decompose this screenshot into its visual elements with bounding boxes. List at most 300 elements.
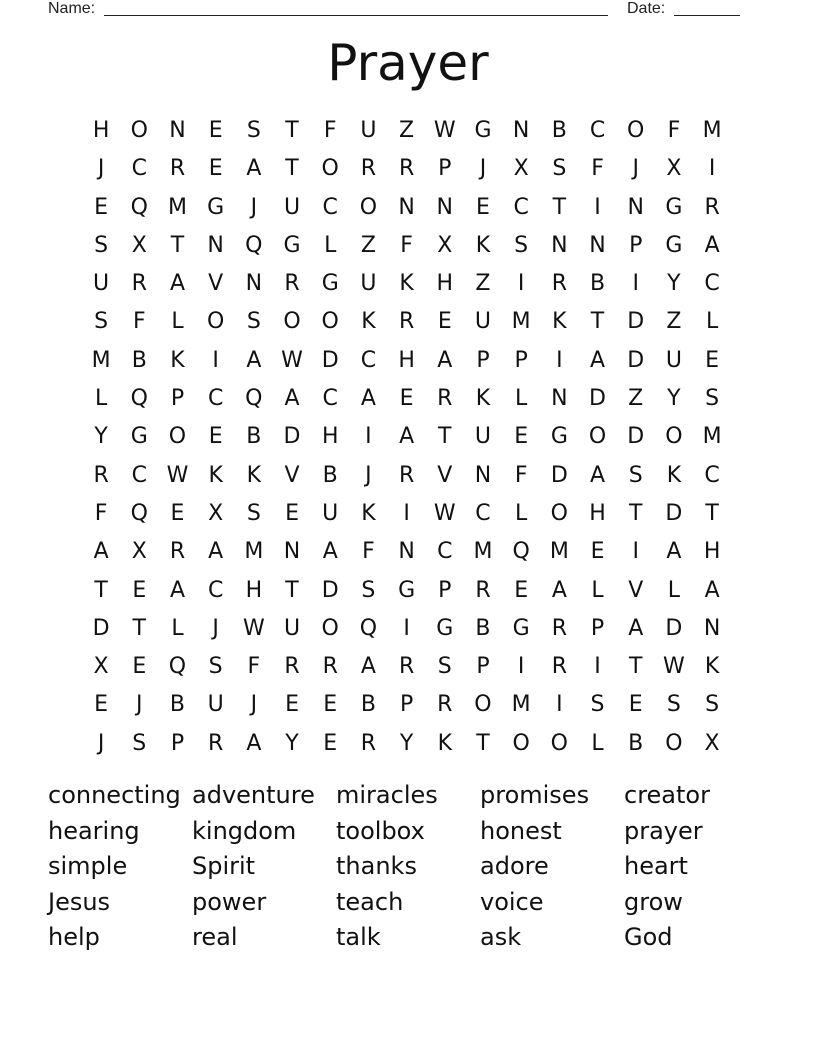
grid-cell[interactable]: A	[551, 577, 567, 603]
grid-cell[interactable]: J	[365, 462, 372, 488]
grid-cell[interactable]: U	[665, 347, 682, 373]
grid-cell[interactable]: S	[705, 692, 720, 718]
grid-cell[interactable]: Z	[628, 386, 644, 412]
grid-cell[interactable]: K	[361, 309, 376, 335]
grid-cell[interactable]: A	[93, 539, 109, 565]
grid-cell[interactable]: K	[475, 386, 491, 412]
grid-cell[interactable]: E	[170, 500, 185, 526]
grid-cell[interactable]: R	[93, 462, 109, 488]
grid-cell[interactable]: R	[322, 654, 338, 680]
grid-cell[interactable]: F	[400, 232, 413, 258]
grid-cell[interactable]: P	[514, 347, 528, 373]
grid-cell[interactable]: A	[666, 539, 682, 565]
word-bank-item: creator	[624, 781, 710, 809]
grid-cell[interactable]: K	[170, 347, 185, 373]
grid-cell[interactable]: S	[666, 692, 681, 718]
grid-cell[interactable]: K	[208, 462, 223, 488]
grid-cell[interactable]: A	[169, 577, 185, 603]
grid-cell[interactable]: R	[284, 271, 300, 297]
grid-cell[interactable]: D	[627, 309, 645, 335]
word-bank-item: grow	[624, 887, 683, 916]
grid-cell[interactable]: E	[628, 692, 643, 718]
grid-cell[interactable]: R	[360, 730, 377, 756]
grid-cell[interactable]: U	[474, 424, 492, 450]
grid-cell[interactable]: E	[285, 500, 299, 526]
grid-cell[interactable]: A	[704, 577, 720, 603]
grid-cell[interactable]: I	[403, 500, 410, 526]
grid-cell[interactable]: E	[705, 347, 720, 373]
grid-cell[interactable]: I	[403, 615, 410, 641]
grid-cell[interactable]: G	[321, 271, 339, 297]
grid-cell[interactable]: J	[97, 730, 105, 756]
grid-cell[interactable]: Y	[285, 730, 299, 756]
grid-cell[interactable]: F	[323, 118, 337, 143]
grid-cell[interactable]: V	[628, 577, 644, 603]
grid-cell[interactable]: F	[362, 539, 375, 565]
grid-cell[interactable]: I	[594, 194, 601, 220]
header	[48, 0, 748, 20]
grid-cell[interactable]: C	[322, 386, 338, 412]
grid-cell[interactable]: E	[208, 424, 223, 450]
grid-cell[interactable]: T	[170, 232, 185, 258]
grid-cell[interactable]: R	[398, 462, 415, 488]
grid-cell[interactable]: O	[206, 309, 225, 335]
grid-cell[interactable]: X	[666, 156, 682, 182]
grid-cell[interactable]: T	[552, 194, 567, 220]
grid-cell[interactable]: O	[359, 194, 378, 220]
grid-cell[interactable]: F	[591, 156, 604, 182]
grid-cell[interactable]: G	[665, 232, 683, 258]
grid-cell[interactable]: M	[511, 692, 531, 718]
grid-cell[interactable]: Q	[245, 386, 263, 412]
grid-cell[interactable]: G	[398, 577, 416, 603]
grid-cell[interactable]: H	[703, 539, 721, 565]
grid-cell[interactable]: W	[663, 654, 685, 680]
grid-cell[interactable]: G	[436, 615, 454, 641]
grid-cell[interactable]: F	[132, 309, 146, 335]
grid-cell[interactable]: I	[517, 654, 525, 680]
grid-cell[interactable]: T	[285, 118, 299, 143]
grid-cell[interactable]: R	[475, 577, 491, 603]
grid-cell[interactable]: R	[131, 271, 147, 297]
grid-cell[interactable]: Y	[667, 271, 681, 297]
grid-cell[interactable]: S	[437, 654, 452, 680]
grid-cell[interactable]: A	[169, 271, 185, 297]
grid-cell[interactable]: I	[594, 654, 601, 680]
grid-cell[interactable]: R	[551, 615, 567, 641]
grid-cell[interactable]: N	[283, 539, 301, 565]
grid-cell[interactable]: P	[170, 730, 185, 756]
grid-cell[interactable]: X	[131, 539, 147, 565]
grid-cell[interactable]: B	[169, 692, 186, 718]
grid-cell[interactable]: F	[667, 118, 681, 143]
grid-cell[interactable]: P	[438, 577, 452, 603]
grid-cell[interactable]: E	[323, 692, 338, 718]
grid-cell[interactable]: R	[704, 194, 720, 220]
word-bank-item: heart	[624, 852, 688, 881]
grid-cell[interactable]: O	[512, 730, 530, 756]
grid-cell[interactable]: G	[665, 194, 683, 220]
grid-cell[interactable]: N	[512, 118, 530, 143]
grid-cell[interactable]: D	[589, 386, 606, 412]
grid-cell[interactable]: N	[551, 232, 568, 258]
grid-cell[interactable]: C	[131, 156, 147, 182]
grid-cell[interactable]: E	[94, 194, 109, 220]
grid-cell[interactable]: X	[437, 232, 453, 258]
grid-cell[interactable]: V	[437, 462, 453, 488]
grid-cell[interactable]: U	[474, 309, 492, 335]
grid-cell[interactable]: X	[208, 500, 224, 526]
grid-cell[interactable]: L	[667, 577, 681, 603]
grid-cell[interactable]: P	[476, 347, 490, 373]
word-bank-item: honest	[480, 816, 562, 845]
word-bank-item: power	[192, 887, 267, 916]
grid-cell[interactable]: L	[171, 615, 184, 641]
grid-cell[interactable]: S	[705, 386, 720, 412]
grid-cell[interactable]: P	[170, 386, 185, 412]
grid-cell[interactable]: B	[551, 118, 567, 143]
grid-cell[interactable]: M	[511, 309, 531, 335]
grid-cell[interactable]: L	[324, 232, 337, 258]
grid-cell[interactable]: K	[704, 654, 720, 680]
grid-cell[interactable]: Z	[399, 118, 415, 143]
grid-cell[interactable]: A	[208, 539, 224, 565]
grid-cell[interactable]: Z	[360, 232, 376, 258]
grid-cell[interactable]: D	[665, 615, 683, 641]
grid-cell[interactable]: G	[474, 118, 492, 143]
grid-cell[interactable]: K	[475, 232, 491, 258]
grid-cell[interactable]: E	[514, 577, 529, 603]
grid-cell[interactable]: Z	[666, 309, 682, 335]
grid-cell[interactable]: N	[551, 386, 568, 412]
grid-cell[interactable]: I	[556, 347, 563, 373]
grid-cell[interactable]: D	[92, 615, 110, 641]
grid-cell[interactable]: Q	[512, 539, 530, 565]
grid-cell[interactable]: N	[245, 271, 263, 297]
grid-cell[interactable]: C	[131, 462, 147, 488]
grid-cell[interactable]: B	[131, 347, 147, 373]
grid-cell[interactable]: T	[132, 615, 146, 641]
grid-cell[interactable]: S	[94, 232, 109, 258]
grid-cell[interactable]: N	[398, 194, 415, 220]
grid-cell[interactable]: U	[207, 692, 224, 718]
grid-cell[interactable]: W	[166, 462, 189, 488]
grid-cell[interactable]: A	[322, 539, 338, 565]
grid-cell[interactable]: T	[438, 424, 452, 450]
grid-cell[interactable]: D	[665, 500, 683, 526]
grid-cell[interactable]: E	[132, 577, 147, 603]
grid-cell[interactable]: C	[513, 194, 529, 220]
grid-cell[interactable]: X	[131, 232, 147, 258]
grid-cell[interactable]: M	[549, 539, 569, 565]
grid-cell[interactable]: D	[321, 577, 339, 603]
grid-cell[interactable]: O	[665, 730, 683, 756]
grid-cell[interactable]: U	[283, 194, 301, 220]
grid-cell[interactable]: L	[94, 386, 108, 412]
grid-cell[interactable]: K	[666, 462, 682, 488]
grid-cell[interactable]: A	[704, 232, 720, 258]
grid-cell[interactable]: R	[398, 654, 415, 680]
grid-cell[interactable]: W	[281, 347, 303, 373]
grid-cell[interactable]: S	[552, 156, 567, 182]
grid-cell[interactable]: H	[92, 118, 110, 143]
grid-cell[interactable]: I	[212, 347, 219, 373]
grid-cell[interactable]: H	[436, 271, 454, 297]
grid-cell[interactable]: G	[283, 232, 301, 258]
grid-cell[interactable]: N	[398, 539, 415, 565]
grid-cell[interactable]: O	[168, 424, 187, 450]
grid-cell[interactable]: T	[628, 500, 643, 526]
grid-cell[interactable]: T	[476, 730, 490, 756]
grid-cell[interactable]: Z	[475, 271, 491, 297]
name-label: Name:	[48, 0, 96, 17]
grid-cell[interactable]: F	[247, 654, 261, 680]
grid-cell[interactable]: N	[207, 232, 224, 258]
grid-cell[interactable]: A	[246, 730, 262, 756]
grid-cell[interactable]: D	[627, 347, 645, 373]
grid-cell[interactable]: I	[517, 271, 525, 297]
grid-cell[interactable]: C	[322, 194, 338, 220]
grid-cell[interactable]: A	[360, 654, 376, 680]
grid-cell[interactable]: J	[97, 156, 105, 182]
grid-cell[interactable]: O	[283, 309, 301, 335]
grid-cell[interactable]: V	[208, 271, 224, 297]
grid-cell[interactable]: E	[323, 730, 338, 756]
grid-cell[interactable]: R	[398, 309, 415, 335]
grid-cell[interactable]: P	[476, 654, 490, 680]
grid-cell[interactable]: S	[590, 692, 605, 718]
grid-cell[interactable]: L	[171, 309, 184, 335]
grid-cell[interactable]: O	[550, 730, 568, 756]
grid-cell[interactable]: S	[246, 500, 261, 526]
grid-cell[interactable]: T	[285, 577, 299, 603]
grid-cell[interactable]: A	[399, 424, 415, 450]
grid-cell[interactable]: A	[437, 347, 453, 373]
grid-cell[interactable]: H	[245, 577, 263, 603]
grid-cell[interactable]: S	[132, 730, 147, 756]
grid-cell[interactable]: N	[474, 462, 492, 488]
grid-cell[interactable]: J	[212, 615, 219, 641]
date-label: Date:	[627, 0, 666, 17]
grid-cell[interactable]: X	[93, 654, 109, 680]
word-bank-item: hearing	[48, 816, 140, 845]
grid-cell[interactable]: A	[628, 615, 644, 641]
grid-cell[interactable]: Q	[168, 654, 187, 680]
grid-cell[interactable]: H	[321, 424, 339, 450]
grid-cell[interactable]: S	[208, 654, 223, 680]
grid-cell[interactable]: M	[167, 194, 187, 220]
grid-cell[interactable]: I	[556, 692, 563, 718]
grid-cell[interactable]: C	[207, 386, 224, 412]
grid-cell[interactable]: G	[130, 424, 148, 450]
grid-cell[interactable]: R	[398, 156, 415, 182]
grid-cell[interactable]: E	[94, 692, 109, 718]
grid-cell[interactable]: S	[246, 118, 261, 143]
grid-cell[interactable]: S	[628, 462, 643, 488]
grid-cell[interactable]: J	[136, 692, 143, 718]
grid-cell[interactable]: C	[475, 500, 491, 526]
grid-cell[interactable]: B	[322, 462, 338, 488]
grid-cell[interactable]: O	[321, 309, 339, 335]
grid-cell[interactable]: O	[321, 156, 339, 182]
grid-cell[interactable]: I	[632, 539, 639, 565]
grid-cell[interactable]: Q	[130, 194, 148, 220]
grid-cell[interactable]: D	[321, 347, 339, 373]
grid-cell[interactable]: A	[590, 347, 606, 373]
grid-cell[interactable]: E	[476, 194, 490, 220]
grid-cell[interactable]: N	[589, 232, 606, 258]
grid-cell[interactable]: U	[283, 615, 301, 641]
grid-cell[interactable]: B	[628, 730, 644, 756]
grid-cell[interactable]: X	[704, 730, 720, 756]
grid-cell[interactable]: L	[515, 500, 528, 526]
grid-cell[interactable]: Q	[130, 386, 148, 412]
grid-cell[interactable]: K	[552, 309, 567, 335]
grid-cell[interactable]: C	[704, 462, 720, 488]
grid-cell[interactable]: N	[627, 194, 644, 220]
grid-cell[interactable]: N	[169, 118, 186, 143]
grid-cell[interactable]: F	[94, 500, 108, 526]
grid-cell[interactable]: B	[360, 692, 376, 718]
grid-cell[interactable]: M	[702, 424, 722, 450]
grid-cell[interactable]: A	[284, 386, 300, 412]
grid-cell[interactable]: R	[551, 271, 567, 297]
grid-cell[interactable]: A	[246, 347, 262, 373]
grid-cell[interactable]: V	[284, 462, 300, 488]
grid-cell[interactable]: Q	[359, 615, 378, 641]
grid-cell[interactable]: R	[169, 539, 186, 565]
grid-cell[interactable]: J	[250, 692, 258, 718]
grid-cell[interactable]: A	[590, 462, 606, 488]
grid-cell[interactable]: W	[433, 500, 456, 526]
grid-cell[interactable]: W	[433, 118, 456, 143]
grid-cell[interactable]: B	[589, 271, 606, 297]
grid-cell[interactable]: O	[588, 424, 607, 450]
grid-cell[interactable]: C	[207, 577, 224, 603]
grid-cell[interactable]: M	[473, 539, 493, 565]
grid-cell[interactable]: G	[550, 424, 568, 450]
grid-cell[interactable]: R	[437, 386, 453, 412]
grid-cell[interactable]: Y	[399, 730, 414, 756]
grid-cell[interactable]: E	[208, 156, 223, 182]
grid-cell[interactable]: M	[91, 347, 111, 373]
grid-cell[interactable]: U	[360, 118, 377, 143]
grid-cell[interactable]: O	[474, 692, 492, 718]
grid-cell[interactable]: L	[591, 577, 604, 603]
grid-cell[interactable]: K	[437, 730, 452, 756]
grid-cell[interactable]: B	[246, 424, 262, 450]
grid-cell[interactable]: N	[703, 615, 721, 641]
grid-cell[interactable]: R	[208, 730, 224, 756]
grid-cell[interactable]: E	[285, 692, 299, 718]
grid-cell[interactable]: H	[589, 500, 606, 526]
grid-cell[interactable]: P	[399, 692, 414, 718]
word-bank-item: adventure	[192, 781, 315, 809]
grid-cell[interactable]: Q	[245, 232, 263, 258]
grid-cell[interactable]: O	[130, 118, 148, 143]
grid-cell[interactable]: R	[437, 692, 453, 718]
grid-cell[interactable]: J	[250, 194, 258, 220]
grid-cell[interactable]: C	[360, 347, 377, 373]
grid-cell[interactable]: T	[94, 577, 108, 603]
grid-cell[interactable]: S	[94, 309, 109, 335]
grid-cell[interactable]: L	[705, 309, 719, 335]
grid-cell[interactable]: J	[479, 156, 487, 182]
grid-cell[interactable]: O	[550, 500, 568, 526]
grid-cell[interactable]: I	[632, 271, 639, 297]
grid-cell[interactable]: W	[242, 615, 265, 641]
grid-cell[interactable]: S	[246, 309, 261, 335]
grid-cell[interactable]: I	[365, 424, 372, 450]
grid-cell[interactable]: P	[438, 156, 452, 182]
grid-cell[interactable]: M	[702, 118, 722, 143]
grid-cell[interactable]: T	[285, 156, 299, 182]
grid-cell[interactable]: U	[360, 271, 377, 297]
grid-cell[interactable]: D	[283, 424, 301, 450]
grid-cell[interactable]: J	[632, 156, 639, 182]
grid-cell[interactable]: I	[708, 156, 716, 182]
grid-cell[interactable]: C	[437, 539, 453, 565]
grid-cell[interactable]: B	[475, 615, 491, 641]
grid-cell[interactable]: T	[628, 654, 643, 680]
grid-cell[interactable]: E	[208, 118, 223, 143]
grid-cell[interactable]: M	[244, 539, 264, 565]
grid-cell[interactable]: E	[590, 539, 605, 565]
grid-cell[interactable]: U	[93, 271, 110, 297]
grid-cell[interactable]: N	[436, 194, 454, 220]
grid-cell[interactable]: A	[246, 156, 262, 182]
grid-cell[interactable]: O	[321, 615, 339, 641]
grid-cell[interactable]: U	[322, 500, 339, 526]
grid-cell[interactable]: S	[361, 577, 376, 603]
grid-cell[interactable]: G	[512, 615, 530, 641]
grid-cell[interactable]: R	[284, 654, 300, 680]
grid-cell[interactable]: E	[437, 309, 452, 335]
grid-cell[interactable]: R	[169, 156, 186, 182]
grid-cell[interactable]: X	[513, 156, 529, 182]
grid-cell[interactable]: S	[514, 232, 529, 258]
grid-cell[interactable]: E	[132, 654, 147, 680]
grid-cell[interactable]: T	[705, 500, 719, 526]
grid-cell[interactable]: L	[515, 386, 528, 412]
grid-cell[interactable]: Y	[94, 424, 108, 450]
grid-cell[interactable]: H	[398, 347, 415, 373]
grid-cell[interactable]: K	[246, 462, 262, 488]
grid-cell[interactable]: E	[399, 386, 414, 412]
grid-cell[interactable]: R	[551, 654, 567, 680]
grid-cell[interactable]: Y	[667, 386, 681, 412]
word-bank-item: real	[192, 923, 238, 952]
grid-cell[interactable]: G	[207, 194, 225, 220]
grid-cell[interactable]: A	[360, 386, 376, 412]
grid-cell[interactable]: C	[704, 271, 720, 297]
grid-cell[interactable]: K	[399, 271, 414, 297]
grid-cell[interactable]: C	[589, 118, 606, 143]
grid-cell[interactable]: F	[514, 462, 528, 488]
grid-cell[interactable]: O	[627, 118, 645, 143]
grid-cell[interactable]: L	[591, 730, 604, 756]
grid-cell[interactable]: T	[590, 309, 605, 335]
grid-cell[interactable]: D	[627, 424, 645, 450]
grid-cell[interactable]: P	[590, 615, 605, 641]
grid-cell[interactable]: R	[360, 156, 377, 182]
grid-cell[interactable]: K	[361, 500, 376, 526]
grid-cell[interactable]: D	[550, 462, 568, 488]
grid-cell[interactable]: O	[665, 424, 683, 450]
grid-cell[interactable]: Q	[130, 500, 148, 526]
grid-cell[interactable]: E	[514, 424, 529, 450]
grid-cell[interactable]: P	[629, 232, 643, 258]
